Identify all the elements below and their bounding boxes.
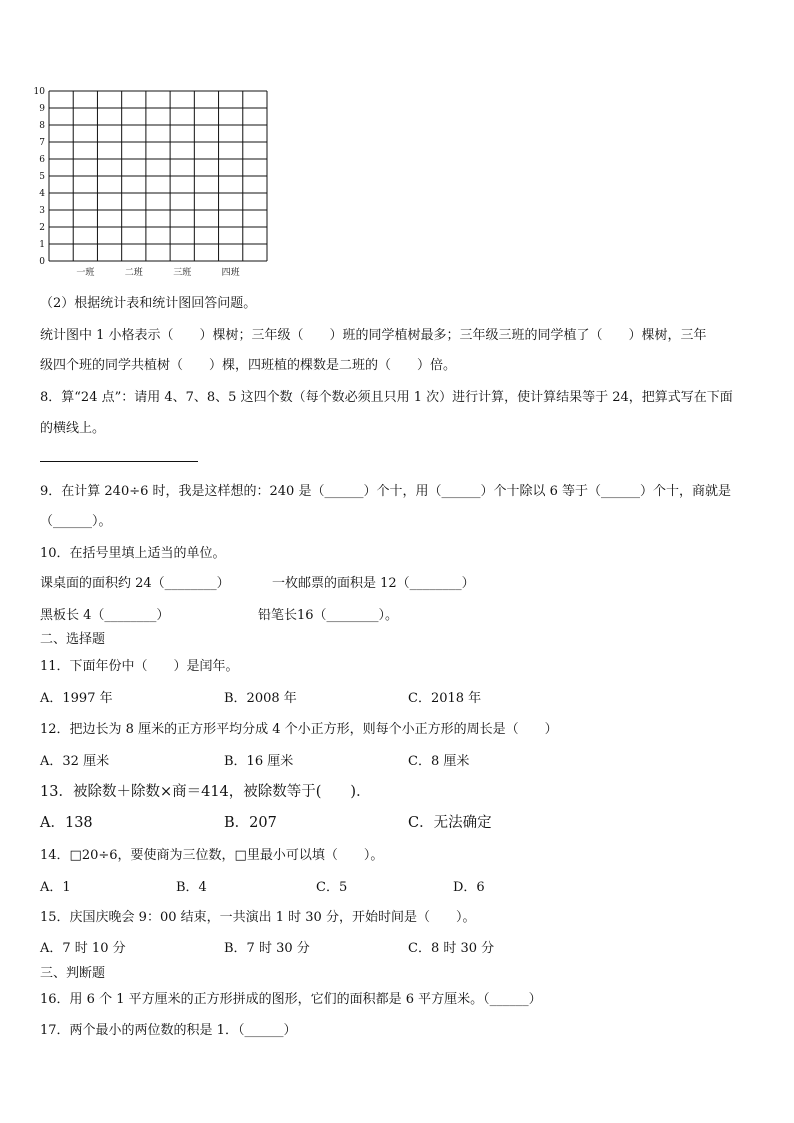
q17-stem: 17．两个最小的两位数的积是 1．（______）	[40, 1023, 297, 1038]
chart-y-tick-label: 1	[39, 240, 45, 250]
q14-option-d[interactable]: D．6	[453, 880, 485, 895]
q12-option-a[interactable]: A．32 厘米	[40, 754, 110, 769]
q14-option-c[interactable]: C．5	[316, 880, 348, 895]
q13-option-b[interactable]: B．207	[224, 815, 277, 831]
q14-option-a[interactable]: A．1	[40, 880, 71, 895]
chart-y-tick-label: 3	[39, 206, 45, 216]
q16-stem: 16．用 6 个 1 平方厘米的正方形拼成的图形，它们的面积都是 6 平方厘米。（______）	[40, 992, 542, 1007]
chart-y-tick-label: 4	[39, 189, 45, 199]
section-judgement-heading: 三、判断题	[40, 966, 106, 981]
q11-option-c[interactable]: C．2018 年	[408, 691, 482, 706]
q8-line1: 8．算“24 点”：请用 4、7、8、5 这四个数（每个数必须且只用 1 次）进行计算，使计算结果等于 24，把算式写在下面	[40, 390, 733, 405]
q10-d: 铅笔长16（________）。	[258, 608, 399, 623]
chart-x-category-label: 一班	[76, 268, 95, 278]
chart-x-category-label: 三班	[173, 268, 192, 278]
q12-stem: 12．把边长为 8 厘米的正方形平均分成 4 个小正方形，则每个小正方形的周长是（ ）	[40, 722, 558, 737]
q10-c: 黑板长 4（________）	[40, 608, 170, 623]
q8-line2: 的横线上。	[40, 421, 106, 436]
q7-2-line1: 统计图中 1 小格表示（ ）棵树；三年级（ ）班的同学植树最多；三年级三班的同学植了（ ）棵树，三年	[40, 328, 707, 343]
q15-option-a[interactable]: A．7 时 10 分	[40, 941, 126, 956]
q14-option-b[interactable]: B．4	[176, 880, 207, 895]
chart-x-category-label: 二班	[124, 268, 143, 278]
q14-stem: 14．□20÷6，要使商为三位数，□里最小可以填（ ）。	[40, 848, 384, 863]
chart-y-tick-label: 6	[39, 155, 45, 165]
chart-y-tick-label: 2	[39, 223, 45, 233]
q12-option-c[interactable]: C．8 厘米	[408, 754, 470, 769]
q13-option-c[interactable]: C．无法确定	[408, 815, 492, 831]
chart-y-tick-label: 8	[39, 121, 45, 131]
q12-option-b[interactable]: B．16 厘米	[224, 754, 294, 769]
chart-y-tick-label: 10	[33, 87, 45, 97]
q10-stem: 10．在括号里填上适当的单位。	[40, 546, 226, 561]
q13-stem: 13．被除数＋除数×商＝414，被除数等于( )．	[40, 784, 371, 800]
q11-option-a[interactable]: A．1997 年	[40, 691, 113, 706]
q11-option-b[interactable]: B．2008 年	[224, 691, 297, 706]
q8-answer-line[interactable]	[40, 461, 198, 462]
q7-2-heading: （2）根据统计表和统计图回答问题。	[40, 296, 257, 311]
q10-b: 一枚邮票的面积是 12（________）	[272, 576, 475, 591]
chart-y-tick-label: 5	[39, 172, 45, 182]
section-choice-heading: 二、选择题	[40, 632, 106, 647]
chart-x-category-label: 四班	[221, 268, 240, 278]
q11-stem: 11．下面年份中（ ）是闰年。	[40, 659, 239, 674]
chart-y-tick-label: 0	[39, 257, 45, 267]
q9-line2: （______）。	[40, 514, 112, 529]
chart-y-tick-label: 9	[39, 104, 45, 114]
q10-a: 课桌面的面积约 24（________）	[40, 576, 230, 591]
q15-option-c[interactable]: C．8 时 30 分	[408, 941, 495, 956]
chart-y-tick-label: 7	[39, 138, 45, 148]
q7-2-line2: 级四个班的同学共植树（ ）棵，四班植的棵数是二班的（ ）倍。	[40, 358, 457, 373]
tree-planting-chart	[30, 82, 280, 282]
q15-stem: 15．庆国庆晚会 9：00 结束，一共演出 1 时 30 分，开始时间是（ ）。	[40, 910, 476, 925]
q9-line1: 9．在计算 240÷6 时，我是这样想的：240 是（______）个十，用（______）个十除以 6 等于（______）个十，商就是	[40, 484, 731, 499]
q15-option-b[interactable]: B．7 时 30 分	[224, 941, 310, 956]
q13-option-a[interactable]: A．138	[40, 815, 93, 831]
